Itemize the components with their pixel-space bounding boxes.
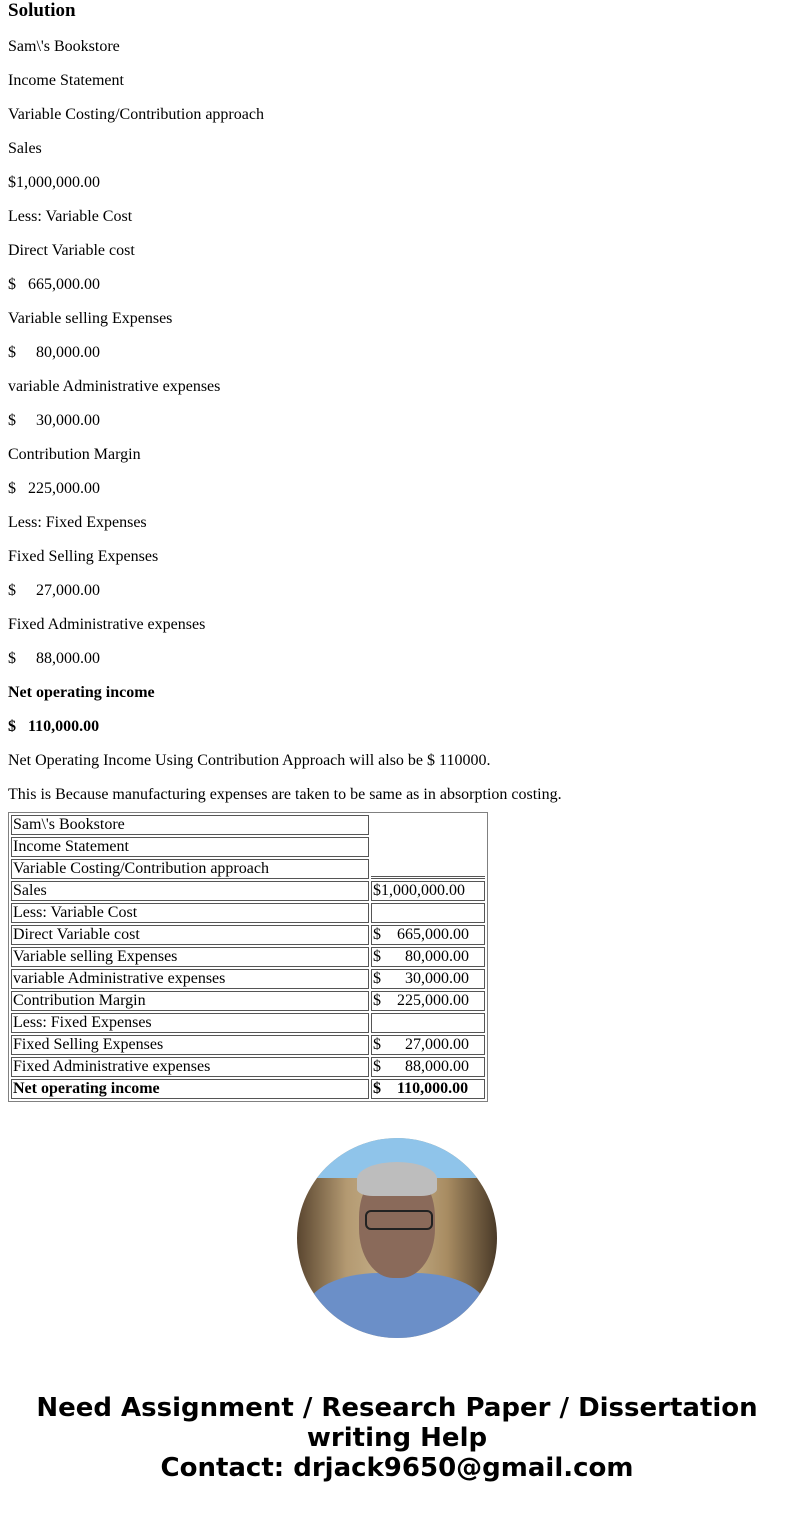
table-row <box>11 969 485 989</box>
line: Less: Fixed Expenses <box>8 514 147 531</box>
row-value <box>371 903 485 923</box>
row-value: $1,000,000.00 <box>371 881 485 901</box>
row-label: Contribution Margin <box>11 991 369 1011</box>
row-label: Fixed Selling Expenses <box>11 1035 369 1055</box>
author-photo-container <box>8 1138 786 1343</box>
table-row <box>11 991 485 1011</box>
table-row <box>11 881 485 901</box>
line: $1,000,000.00 <box>8 174 100 191</box>
author-photo <box>297 1138 497 1338</box>
table-row <box>11 925 485 945</box>
row-label: variable Administrative expenses <box>11 969 369 989</box>
row-value: $ 110,000.00 <box>371 1079 485 1099</box>
row-value: $ 88,000.00 <box>371 1057 485 1077</box>
line: Net Operating Income Using Contribution Approach will also be $ 110000. <box>8 752 491 769</box>
line: Income Statement <box>8 72 124 89</box>
line: $ 110,000.00 <box>8 718 100 735</box>
line: $ 665,000.00 <box>8 276 100 293</box>
row-value: $ 27,000.00 <box>371 1035 485 1055</box>
row-label: Direct Variable cost <box>11 925 369 945</box>
promo-line: Need Assignment / Research Paper / Dissertation <box>36 1393 758 1423</box>
line: Variable selling Expenses <box>8 310 173 327</box>
table-header-cell: Sam\'s Bookstore <box>11 815 369 835</box>
promo-contact: Contact: drjack9650@gmail.com <box>160 1453 634 1483</box>
row-label: Less: Fixed Expenses <box>11 1013 369 1033</box>
row-value: $ 665,000.00 <box>371 925 485 945</box>
row-label: Less: Variable Cost <box>11 903 369 923</box>
row-label: Variable selling Expenses <box>11 947 369 967</box>
table-header-cell: Variable Costing/Contribution approach <box>11 859 369 879</box>
row-value: $ 80,000.00 <box>371 947 485 967</box>
row-value: $ 225,000.00 <box>371 991 485 1011</box>
solution-heading: Solution <box>8 0 76 21</box>
table-row <box>11 947 485 967</box>
table-row <box>11 1079 485 1099</box>
blank-cell <box>371 815 485 879</box>
line: Net operating income <box>8 684 155 701</box>
line: Fixed Administrative expenses <box>8 616 206 633</box>
line: $ 88,000.00 <box>8 650 100 667</box>
line: $ 30,000.00 <box>8 412 100 429</box>
table-row <box>11 903 485 923</box>
solution-text <box>8 38 786 820</box>
income-statement-table <box>8 812 488 1102</box>
table-row <box>11 1013 485 1033</box>
line: Variable Costing/Contribution approach <box>8 106 264 123</box>
promo-banner <box>8 1393 786 1483</box>
line: $ 80,000.00 <box>8 344 100 361</box>
row-label: Fixed Administrative expenses <box>11 1057 369 1077</box>
line: $ 27,000.00 <box>8 582 100 599</box>
row-label: Net operating income <box>11 1079 369 1099</box>
table-header-cell: Income Statement <box>11 837 369 857</box>
line: Direct Variable cost <box>8 242 135 259</box>
row-value: $ 30,000.00 <box>371 969 485 989</box>
line: Less: Variable Cost <box>8 208 133 225</box>
line: This is Because manufacturing expenses are taken to be same as in absorption costing. <box>8 786 562 803</box>
line: Sam\'s Bookstore <box>8 38 120 55</box>
line: Fixed Selling Expenses <box>8 548 159 565</box>
table-row <box>11 1035 485 1055</box>
row-value <box>371 1013 485 1033</box>
line: variable Administrative expenses <box>8 378 221 395</box>
table-row <box>11 1057 485 1077</box>
line: $ 225,000.00 <box>8 480 100 497</box>
row-label: Sales <box>11 881 369 901</box>
promo-line: writing Help <box>306 1423 488 1453</box>
line: Sales <box>8 140 42 157</box>
line: Contribution Margin <box>8 446 141 463</box>
